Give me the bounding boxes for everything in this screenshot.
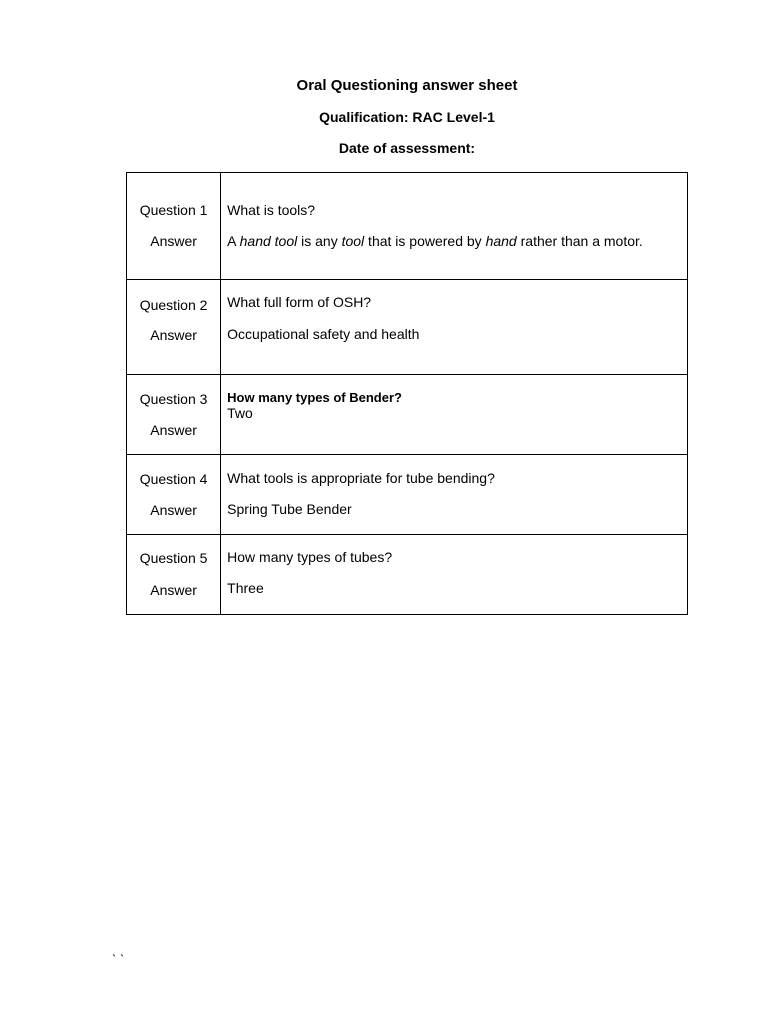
question-text: How many types of tubes?	[227, 549, 393, 565]
answer-emphasis-hand: hand	[485, 233, 517, 249]
answer-text: Spring Tube Bender	[227, 501, 352, 517]
question-label: Question 5	[139, 550, 208, 566]
answer-text	[227, 233, 687, 249]
table-row	[127, 280, 688, 375]
answer-text-part: is any	[297, 233, 342, 249]
question-label: Question 4	[139, 471, 208, 487]
question-label: Question 1	[139, 202, 208, 218]
answer-text-part: that is powered by	[364, 233, 486, 249]
label-cell	[127, 173, 221, 280]
content-cell	[221, 280, 688, 375]
answer-emphasis-tool: tool	[341, 233, 365, 249]
content-cell	[221, 455, 688, 535]
answer-label: Answer	[150, 582, 197, 598]
assessment-date-label: Date of assessment:	[338, 140, 476, 156]
document-title: Oral Questioning answer sheet	[296, 77, 518, 94]
content-cell	[221, 535, 688, 615]
table-row	[127, 455, 688, 535]
footer-mark: ` `	[112, 952, 125, 967]
answer-emphasis-hand-tool: hand tool	[239, 233, 298, 249]
answer-label: Answer	[150, 233, 197, 249]
table-row	[127, 173, 688, 280]
answer-label: Answer	[150, 502, 197, 518]
qa-table	[126, 172, 688, 615]
content-cell	[221, 173, 688, 280]
label-cell	[127, 535, 221, 615]
answer-label: Answer	[150, 327, 197, 343]
qualification-line: Qualification: RAC Level-1	[319, 109, 495, 125]
question-text: What is tools?	[227, 202, 316, 218]
table-row	[127, 375, 688, 455]
label-cell	[127, 375, 221, 455]
answer-text: Occupational safety and health	[227, 326, 420, 342]
answer-text: Two	[227, 405, 253, 421]
answer-text-part: rather than a motor.	[516, 233, 643, 249]
answer-text: Three	[227, 580, 264, 596]
question-text: What tools is appropriate for tube bending?	[227, 470, 495, 486]
question-label: Question 2	[139, 297, 208, 313]
question-text: What full form of OSH?	[227, 294, 372, 310]
answer-label: Answer	[150, 422, 197, 438]
question-text: How many types of Bender?	[227, 390, 402, 405]
content-cell	[221, 375, 688, 455]
label-cell	[127, 455, 221, 535]
label-cell	[127, 280, 221, 375]
question-label: Question 3	[139, 391, 208, 407]
answer-text-part: A	[227, 233, 240, 249]
table-row	[127, 535, 688, 615]
